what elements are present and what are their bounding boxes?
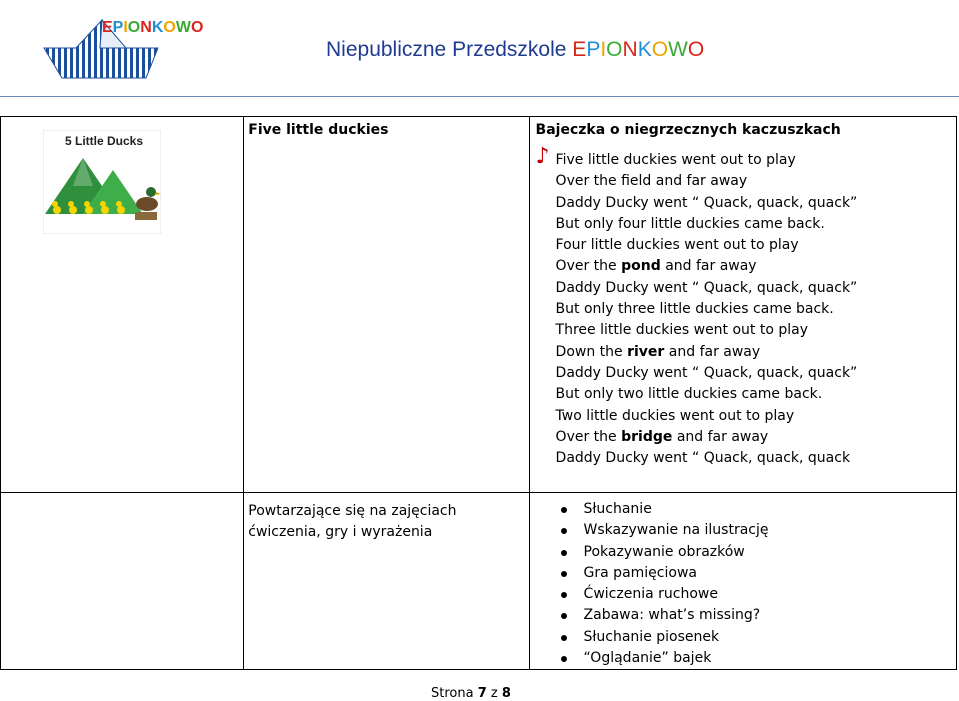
song-line [536, 342, 956, 363]
bullet-icon [561, 528, 567, 534]
song-name-cell [244, 117, 529, 493]
bullet-icon [561, 656, 567, 662]
bullet-icon [561, 550, 567, 556]
song-line [536, 406, 956, 427]
song-lyrics-cell [529, 117, 956, 493]
activities-description: Powtarzające się na zajęciach ćwiczenia, gry i wyrażenia [248, 503, 457, 540]
song-keyword: river [627, 343, 665, 360]
ducks-illustration-icon [43, 130, 161, 234]
brand-letter: P [586, 38, 601, 61]
bullet-icon [561, 613, 567, 619]
brand-letter: O [606, 38, 623, 61]
lesson-table [0, 116, 957, 670]
song-text: Over the [555, 258, 622, 275]
empty-cell [1, 493, 244, 670]
song-text: But only two little duckies came back. [555, 386, 823, 403]
epionkowo-logo [40, 6, 220, 84]
music-note-icon: ♪ [535, 144, 550, 169]
song-text: Daddy Ducky went “ Quack, quack, quack” [555, 194, 858, 211]
song-title: Bajeczka o niegrzecznych kaczuszkach [535, 122, 841, 138]
table-row [1, 493, 957, 670]
song-line [535, 144, 956, 171]
song-name: Five little duckies [248, 122, 389, 138]
song-line [536, 235, 956, 256]
table-row [1, 117, 957, 493]
song-line [536, 193, 956, 214]
list-item-label: Gra pamięciowa [583, 564, 697, 581]
paper-boat-logo-icon [40, 6, 220, 84]
song-line [536, 299, 956, 320]
footer-separator: z [486, 686, 502, 701]
list-item [530, 563, 956, 584]
brand-letter: W [668, 38, 688, 61]
logo-text: EPIONKOWO [102, 19, 204, 36]
footer-page-total: 8 [501, 686, 511, 701]
song-text: Down the [555, 343, 628, 360]
song-text: But only four little duckies came back. [555, 215, 825, 232]
list-item [530, 542, 956, 563]
song-text: Daddy Ducky went “ Quack, quack, quack [555, 450, 851, 467]
brand-letter: N [622, 38, 638, 61]
song-text: Three little duckies went out to play [555, 322, 809, 339]
song-text: Daddy Ducky went “ Quack, quack, quack” [555, 279, 858, 296]
bullet-icon [561, 507, 567, 513]
description-cell [244, 493, 529, 670]
song-line [536, 427, 956, 448]
song-text: Four little duckies went out to play [555, 237, 799, 254]
list-item-label: Słuchanie [583, 501, 652, 517]
header-title-brand [572, 38, 704, 61]
list-item-label: “Oglądanie” bajek [583, 650, 712, 667]
song-line [536, 448, 956, 469]
list-item-label: Pokazywanie obrazków [583, 543, 745, 560]
song-text: Daddy Ducky went “ Quack, quack, quack” [555, 364, 858, 381]
list-item-label: Słuchanie piosenek [583, 628, 720, 645]
illustration-cell [1, 117, 244, 493]
song-line [536, 171, 956, 192]
song-line [536, 320, 956, 341]
brand-letter: E [572, 38, 587, 61]
song-text: But only three little duckies came back. [555, 301, 834, 318]
header-divider [0, 96, 959, 97]
brand-letter: O [651, 38, 669, 61]
list-item [530, 584, 956, 605]
song-text: and far away [664, 343, 761, 360]
page-footer [431, 686, 511, 701]
bullet-icon [561, 635, 567, 641]
five-little-ducks-thumbnail [43, 130, 161, 234]
list-item [530, 605, 956, 626]
brand-letter: O [687, 38, 705, 61]
song-text: Over the [555, 428, 622, 445]
activities-cell [529, 493, 956, 670]
page-header-title [326, 38, 704, 62]
footer-page-number: 7 [477, 686, 487, 701]
list-item-label: Zabawa: what’s missing? [583, 607, 761, 624]
song-text: Over the field and far away [555, 173, 748, 190]
song-line [536, 363, 956, 384]
song-text: Five little duckies went out to play [555, 152, 796, 168]
song-lyrics [535, 144, 956, 469]
song-text: and far away [672, 428, 769, 445]
song-text: Two little duckies went out to play [555, 407, 795, 424]
song-line [536, 278, 956, 299]
list-item-label: Ćwiczenia ruchowe [583, 586, 718, 603]
activities-list [530, 499, 956, 669]
brand-letter: I [600, 38, 607, 61]
song-text: and far away [660, 258, 757, 275]
list-item-label: Wskazywanie na ilustrację [583, 522, 769, 539]
list-item [530, 499, 956, 520]
brand-letter: K [637, 38, 652, 61]
song-keyword: pond [621, 258, 661, 275]
list-item [530, 520, 956, 541]
bullet-icon [561, 571, 567, 577]
song-line [536, 256, 956, 277]
header-title-prefix: Niepubliczne Przedszkole [326, 38, 573, 61]
footer-prefix: Strona [431, 686, 478, 701]
song-line [536, 384, 956, 405]
list-item [530, 648, 956, 669]
thumbnail-title: 5 Little Ducks [65, 134, 144, 148]
bullet-icon [561, 592, 567, 598]
song-keyword: bridge [621, 428, 673, 445]
list-item [530, 627, 956, 648]
song-line [536, 214, 956, 235]
